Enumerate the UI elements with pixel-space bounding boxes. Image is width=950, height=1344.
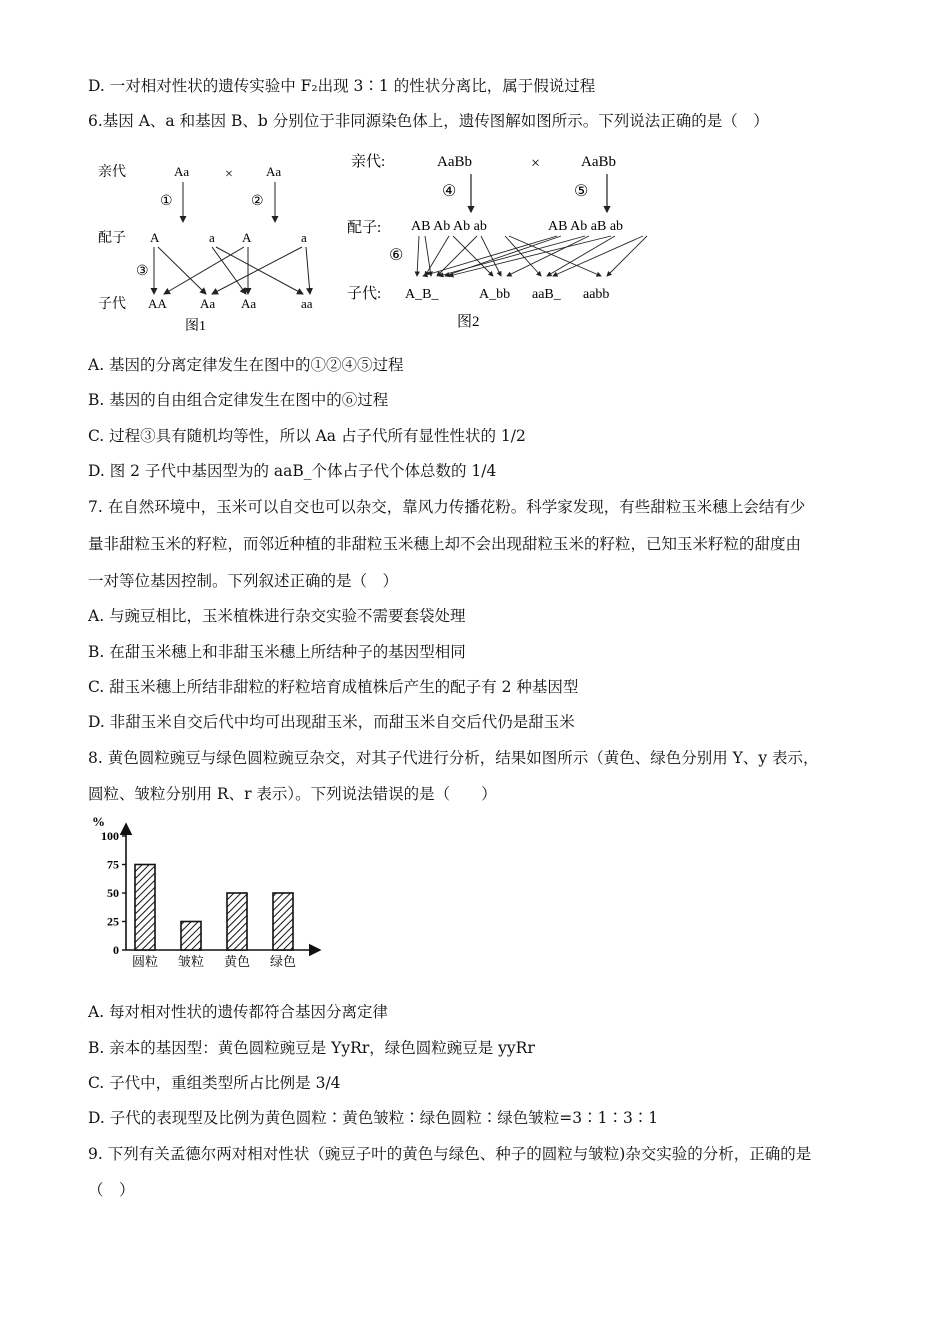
- fig1-row-gamete: 配子: [98, 231, 126, 246]
- fig1-step-3: ③: [136, 264, 149, 279]
- fig1-caption: 图1: [185, 319, 206, 334]
- category-label: 皱粒: [177, 954, 205, 969]
- q6-option-d: D. 图 2 子代中基因型为的 aaB_个体占子代个体总数的 1/4: [88, 462, 497, 480]
- category-label: 绿色: [269, 954, 297, 969]
- y-tick-label: 100: [101, 829, 119, 843]
- fig1-gamete-3: A: [242, 230, 252, 245]
- q5-option-d: D. 一对相对性状的遗传实验中 F₂出现 3∶1 的性状分离比，属于假说过程: [88, 77, 596, 95]
- fig2-parent-1: AaBb: [437, 154, 472, 170]
- q7-stem-line-2: 量非甜粒玉米的籽粒，而邻近种植的非甜粒玉米穗上却不会出现甜粒玉米的籽粒，已知玉米籽粒的甜度由: [88, 535, 802, 553]
- fig1-parent-2: Aa: [266, 164, 282, 179]
- q8-stem-line-2: 圆粒、皱粒分别用 R、r 表示）。下列说法错误的是（ ）: [88, 785, 497, 803]
- fig2-offspring-2: A_bb: [479, 287, 511, 302]
- fig2-row-offspring: 子代:: [347, 286, 382, 302]
- y-tick-label: 0: [113, 943, 119, 957]
- bar-3: [227, 893, 247, 950]
- q6-stem: 6.基因 A、a 和基因 B、b 分别位于非同源染色体上，遗传图解如图所示。下列说法正确的是（ ）: [88, 112, 769, 130]
- fig2-gametes-right: AB Ab aB ab: [548, 219, 624, 234]
- fig1-row-parent: 亲代: [98, 165, 126, 180]
- q7-option-a: A. 与豌豆相比，玉米植株进行杂交实验不需要套袋处理: [88, 607, 466, 625]
- q6-option-c: C. 过程③具有随机均等性，所以 Aa 占子代所有显性性状的 1/2: [88, 427, 526, 445]
- q8-stem-line-1: 8. 黄色圆粒豌豆与绿色圆粒豌豆杂交，对其子代进行分析，结果如图所示（黄色、绿色分别用 Y、y 表示，: [88, 749, 819, 767]
- y-tick-label: 75: [107, 857, 119, 872]
- q8-option-a: A. 每对相对性状的遗传都符合基因分离定律: [88, 1003, 389, 1021]
- fig1-offspring-2: Aa: [200, 296, 216, 311]
- fig1-offspring-4: aa: [301, 296, 313, 311]
- q7-option-b: B. 在甜玉米穗上和非甜玉米穗上所结种子的基因型相同: [88, 643, 466, 661]
- q9-stem-line-2: （ ）: [88, 1181, 135, 1199]
- q7-stem-line-1: 7. 在自然环境中，玉米可以自交也可以杂交，靠风力传播花粉。科学家发现，有些甜粒玉米穗上会结有少: [88, 498, 806, 516]
- fig2-row-gamete: 配子:: [347, 220, 382, 236]
- q7-stem-line-3: 一对等位基因控制。下列叙述正确的是（ ）: [88, 572, 399, 590]
- fig2-parent-2: AaBb: [581, 154, 616, 170]
- q7-option-c: C. 甜玉米穗上所结非甜粒的籽粒培育成植株后产生的配子有 2 种基因型: [88, 678, 579, 696]
- q6-option-b: B. 基因的自由组合定律发生在图中的⑥过程: [88, 391, 389, 409]
- fig2-step-6: ⑥: [389, 247, 404, 264]
- bar-2: [181, 922, 201, 951]
- fig2-offspring-1: A_B_: [405, 287, 439, 302]
- category-label: 黄色: [223, 954, 251, 969]
- figure-1: [88, 150, 328, 340]
- q8-option-b: B. 亲本的基因型：黄色圆粒豌豆是 YyRr，绿色圆粒豌豆是 yyRr: [88, 1039, 535, 1057]
- fig1-gamete-2: a: [209, 230, 215, 245]
- fig1-step-2: ②: [251, 194, 264, 209]
- fig2-cross: ×: [531, 155, 541, 172]
- q8-option-d: D. 子代的表现型及比例为黄色圆粒∶黄色皱粒∶绿色圆粒∶绿色皱粒=3∶1∶3∶1: [88, 1109, 659, 1127]
- bar-1: [135, 865, 155, 951]
- fig2-gametes-left: AB Ab Ab ab: [411, 219, 487, 234]
- fig2-row-parent: 亲代:: [351, 154, 386, 170]
- fig1-offspring-3: Aa: [241, 296, 257, 311]
- bar-4: [273, 893, 293, 950]
- fig1-gamete-1: A: [150, 230, 160, 245]
- fig2-offspring-3: aaB_: [532, 287, 561, 302]
- fig1-parent-1: Aa: [174, 164, 190, 179]
- chart-ylabel: %: [92, 814, 105, 829]
- fig2-caption: 图2: [457, 314, 480, 330]
- y-tick-label: 25: [107, 914, 119, 929]
- fig1-cross: ×: [225, 167, 233, 182]
- q8-option-c: C. 子代中，重组类型所占比例是 3/4: [88, 1074, 341, 1092]
- fig1-gamete-4: a: [301, 230, 307, 245]
- y-tick-label: 50: [107, 886, 119, 900]
- fig1-offspring-1: AA: [148, 296, 167, 311]
- figure-2: [345, 148, 675, 338]
- fig1-row-offspring: 子代: [98, 297, 126, 312]
- category-label: 圆粒: [131, 954, 159, 969]
- q7-option-d: D. 非甜玉米自交后代中均可出现甜玉米，而甜玉米自交后代仍是甜玉米: [88, 713, 575, 731]
- bar-chart: [88, 812, 338, 972]
- fig2-step-5: ⑤: [574, 183, 589, 200]
- fig1-step-1: ①: [160, 194, 173, 209]
- fig2-offspring-4: aabb: [583, 287, 610, 302]
- q9-stem-line-1: 9. 下列有关孟德尔两对相对性状（豌豆子叶的黄色与绿色、种子的圆粒与皱粒)杂交实验的分析，正确的是: [88, 1145, 812, 1163]
- fig2-step-4: ④: [442, 183, 457, 200]
- q6-option-a: A. 基因的分离定律发生在图中的①②④⑤过程: [88, 356, 404, 374]
